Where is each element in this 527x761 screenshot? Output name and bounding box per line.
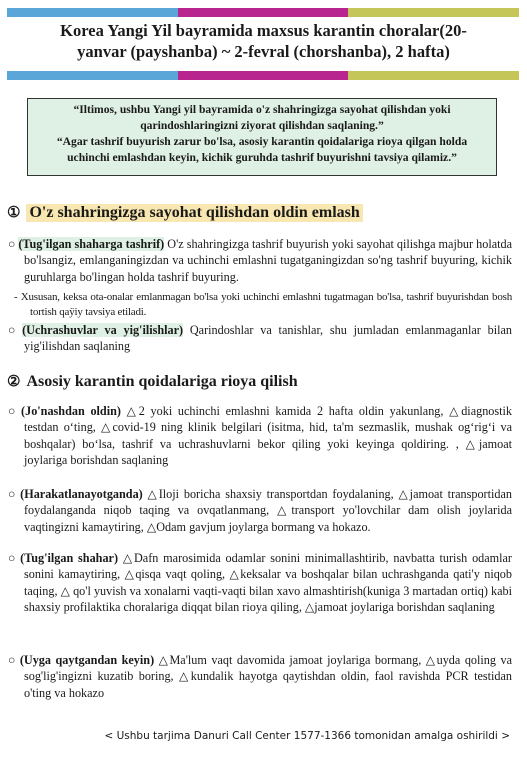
section-2-heading (7, 372, 298, 391)
section-1-heading (7, 203, 363, 222)
title-line-1: Korea Yangi Yil bayramida maxsus karantin choralar(20- (60, 21, 467, 40)
item-label: (Tug'ilgan shaharga tashrif) (18, 237, 165, 251)
title-line-2: yanvar (payshanba) ~ 2-fevral (chorshanba), 2 hafta) (77, 42, 450, 61)
section-2-item-4 (8, 652, 512, 701)
notice-box (27, 98, 497, 176)
section-1-item-2 (8, 322, 512, 355)
section-2-item-1 (8, 403, 512, 468)
section-1-number: ① (7, 205, 21, 221)
section-1-title: O'z shahringizga sayohat qilishdan oldin emlash (26, 204, 362, 222)
item-label: (Harakatlanayotganda) (20, 487, 143, 501)
item-text: △Dafn marosimida odamlar sonini minimallashtirib, navbatta turish odamlar sonini kamaytiring, △qisqa vaqt qoling, △keksalar va boshqalar bilan uchrashganda qati'y niqob taqing, △ qo'l yuvish va xonalarni vaqti-vaqti bilan xavo almashtirish(kuniga 3 martadan ortiq) kabi shaxsiy profilaktika choralariga diqqat bilan rioya qiling, △jamoat joylariga borishdan saqlaning (24, 551, 512, 614)
bullet-icon: ○ (8, 487, 18, 501)
bullet-icon: ○ (8, 404, 19, 418)
section-2-item-3 (8, 550, 512, 615)
item-text: O'z shahringizga tashrif buyurish yoki sayohat qilishga majbur holatda bo'lsangiz, emlanganingizdan va uchinchi emlashni tugatganingizdan so'ng tashrif buyuring, kichik guruhlarga bo'lingan holda tashrif buyuring. (24, 237, 513, 284)
bar-segment-blue (7, 71, 178, 80)
bottom-color-bar (7, 71, 519, 80)
item-label: (Jo'nashdan oldin) (21, 404, 121, 418)
bar-segment-blue (7, 8, 178, 17)
section-2-number: ② (7, 374, 21, 390)
item-label: (Tug'ilgan shahar) (20, 551, 119, 565)
page-title (8, 20, 519, 62)
bullet-icon: ○ (8, 237, 16, 251)
notice-line-1: “Iltimos, ushbu Yangi yil bayramida o'z shahringizga sayohat qilishdan yoki (73, 103, 451, 116)
section-2-item-2 (8, 486, 512, 535)
item-text: △Ma'lum vaqt davomida jamoat joylariga bormang, △uyda qoling va sog'lig'ingizni kuzatib boring, △kundalik hayotga qaytishdan oldin, faol ravishda PCR testidan o'ting va hokazo (24, 653, 512, 700)
bar-segment-olive (348, 71, 519, 80)
item-text: Qarindoshlar va tanishlar, shu jumladan emlanmaganlar bilan yig'ilishdan saqlaning (24, 323, 512, 354)
footer-credit: < Ushbu tarjima Danuri Call Center 1577-1366 tomonidan amalga oshirildi > (104, 730, 510, 742)
notice-line-3: “Agar tashrif buyurish zarur bo'lsa, asosiy karantin qoidalariga rioya qilgan holda (56, 135, 468, 148)
notice-line-4: uchinchi emlashdan keyin, kichik guruhda tashrif buyurishni tavsiya qilamiz.” (67, 151, 457, 164)
bar-segment-magenta (178, 71, 349, 80)
item-label: (Uchrashuvlar va yig'ilishlar) (22, 323, 184, 337)
top-color-bar (7, 8, 519, 17)
item-label: (Uyga qaytgandan keyin) (19, 653, 155, 667)
item-text: △2 yoki uchinchi emlashni kamida 2 hafta oldin yakunlang, △diagnostik testdan o‘ting, △covid-19 ning klinik belgilari (isitma, hid, ta'm sezmaslik, mushak og‘rig‘i va boshqalar) bo‘lsa, tashrif va uchrashuvlarni bekor qiling yoki keyinga qoldiring. , △jamoat joylariga borishdan saqlaning (24, 404, 512, 467)
section-2-title: Asosiy karantin qoidalariga rioya qilish (26, 372, 298, 390)
notice-line-2: qarindoshlaringizni ziyorat qilishdan saqlaning.” (140, 119, 384, 132)
section-1-note: - Xususan, keksa ota-onalar emlanmagan bo'lsa yoki uchinchi emlashni tugatmagan bo'lsa, tashrif buyurishdan bosh tortish qaÿiy tavsiya etiladi. (14, 291, 512, 318)
bullet-icon: ○ (8, 323, 20, 337)
bullet-icon: ○ (8, 551, 18, 565)
bar-segment-magenta (178, 8, 349, 17)
bullet-icon: ○ (8, 653, 17, 667)
item-text: △Iloji boricha shaxsiy transportdan foydalaning, △jamoat transportidan foydalanganda niqob taqing va ovqatlanmang, △transport yo'lovchilar dam olish joylarida vaqtingizni kamaytiring, △Odam gavjum joylarga bormang va hokazo. (24, 487, 512, 534)
bar-segment-olive (348, 8, 519, 17)
section-1-item-1 (8, 236, 512, 285)
